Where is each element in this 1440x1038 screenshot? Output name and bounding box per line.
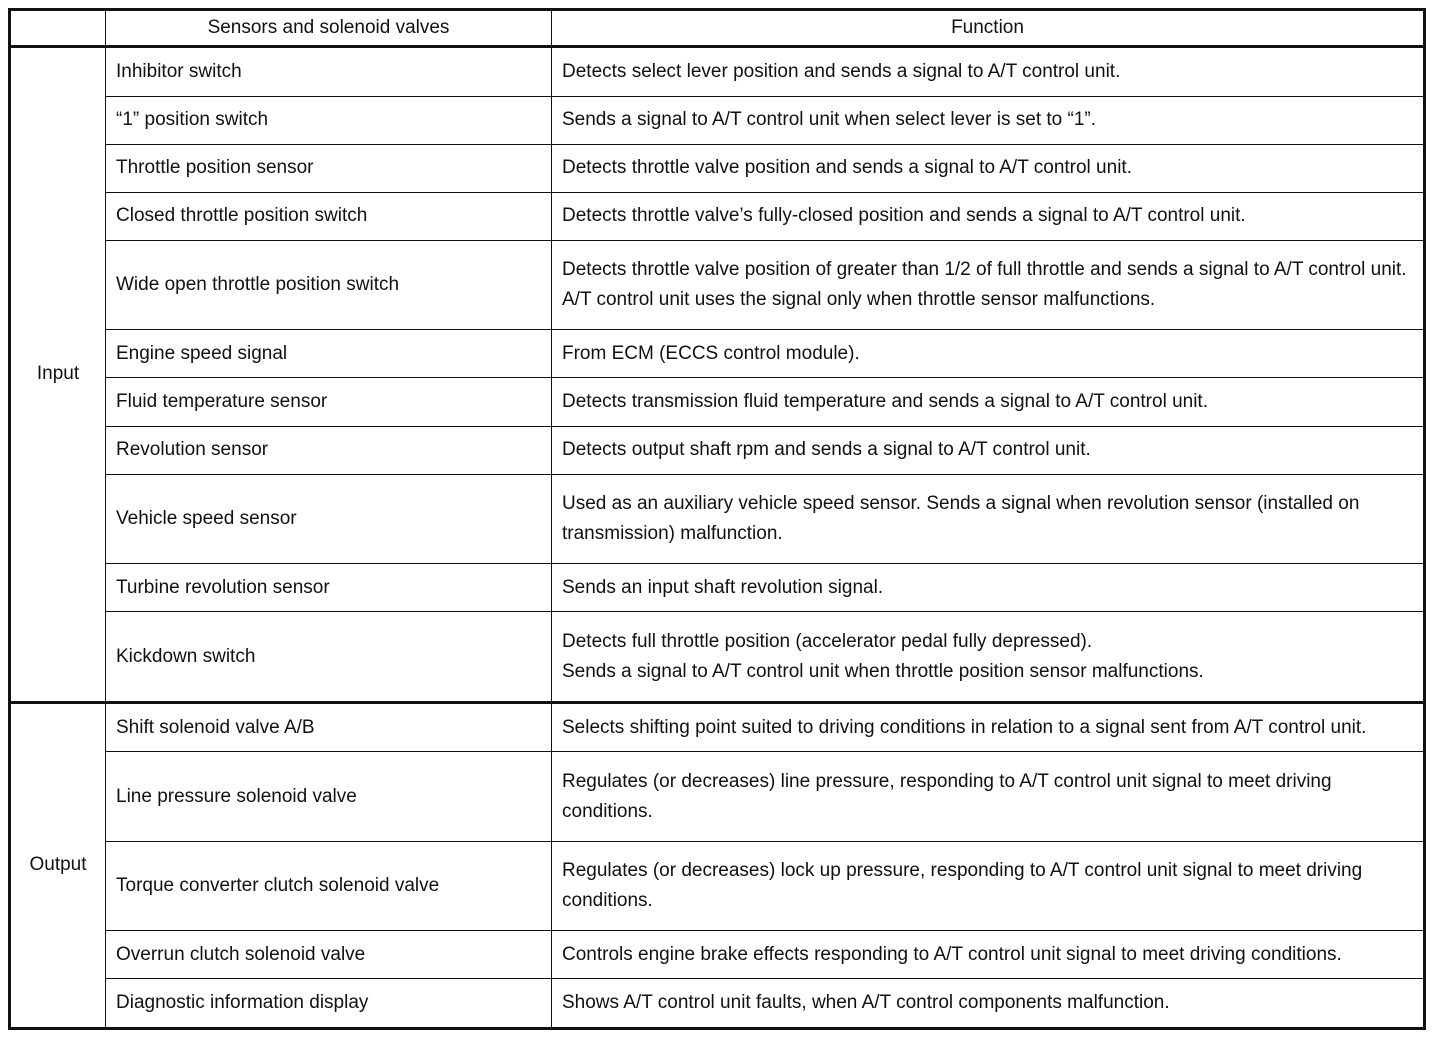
function-text: Detects select lever position and sends a signal to A/T control unit. [562, 60, 1121, 82]
table-row [10, 426, 1425, 474]
table-row [10, 378, 1425, 426]
table-row [10, 144, 1425, 192]
component-name: Closed throttle position switch [106, 192, 552, 240]
table-row [10, 612, 1425, 703]
component-function [552, 564, 1425, 612]
component-name: Wide open throttle position switch [106, 240, 552, 329]
table-row [10, 931, 1425, 979]
component-name: Revolution sensor [106, 426, 552, 474]
header-function: Function [552, 10, 1425, 47]
table-row [10, 702, 1425, 752]
component-name: Engine speed signal [106, 330, 552, 378]
table-row [10, 979, 1425, 1029]
table-row [10, 330, 1425, 378]
function-text: From ECM (ECCS control module). [562, 342, 860, 364]
component-name: Fluid temperature sensor [106, 378, 552, 426]
component-function [552, 426, 1425, 474]
spec-table [8, 8, 1426, 1030]
header-blank-cell [10, 10, 106, 47]
component-name: Overrun clutch solenoid valve [106, 931, 552, 979]
function-text: Sends an input shaft revolution signal. [562, 576, 884, 598]
function-text: Detects transmission fluid temperature and sends a signal to A/T control unit. [562, 390, 1208, 412]
table-row [10, 841, 1425, 930]
component-function [552, 474, 1425, 563]
component-function [552, 752, 1425, 841]
table-row [10, 564, 1425, 612]
table-row [10, 47, 1425, 97]
function-text: Controls engine brake effects responding to A/T control unit signal to meet driving conditions. [562, 943, 1342, 965]
component-function [552, 702, 1425, 752]
component-name: Throttle position sensor [106, 144, 552, 192]
component-name: Inhibitor switch [106, 47, 552, 97]
function-text: Detects throttle valve position of greater than 1/2 of full throttle and sends a signal to A/T control unit. A/T control unit uses the signal only when throttle sensor malfunctions. [562, 259, 1407, 311]
component-function [552, 612, 1425, 703]
component-function [552, 979, 1425, 1029]
component-function [552, 378, 1425, 426]
component-function [552, 931, 1425, 979]
function-text: Shows A/T control unit faults, when A/T control components malfunction. [562, 992, 1170, 1014]
function-text: Regulates (or decreases) line pressure, responding to A/T control unit signal to meet driving conditions. [562, 770, 1332, 822]
component-name: “1” position switch [106, 96, 552, 144]
function-text: Detects full throttle position (accelerator pedal fully depressed). [562, 630, 1093, 652]
table-row [10, 752, 1425, 841]
header-row [10, 10, 1425, 47]
function-text: Regulates (or decreases) lock up pressure, responding to A/T control unit signal to meet driving conditions. [562, 860, 1363, 911]
group-label-input: Input [10, 47, 106, 703]
function-text: Detects throttle valve position and sends a signal to A/T control unit. [562, 157, 1132, 179]
function-text: Sends a signal to A/T control unit when select lever is set to “1”. [562, 109, 1097, 131]
table-row [10, 192, 1425, 240]
component-function [552, 144, 1425, 192]
function-text: Used as an auxiliary vehicle speed sensor. Sends a signal when revolution sensor (installed on transmission) malfunction. [562, 492, 1360, 544]
function-text: Detects throttle valve’s fully-closed position and sends a signal to A/T control unit. [562, 205, 1246, 227]
function-text: Sends a signal to A/T control unit when throttle position sensor malfunctions. [562, 660, 1204, 682]
component-function [552, 47, 1425, 97]
function-text: Detects output shaft rpm and sends a signal to A/T control unit. [562, 439, 1091, 461]
component-name: Torque converter clutch solenoid valve [106, 841, 552, 930]
table-body [10, 47, 1425, 1029]
header-sensors: Sensors and solenoid valves [106, 10, 552, 47]
component-name: Shift solenoid valve A/B [106, 702, 552, 752]
component-function [552, 240, 1425, 329]
function-text: Selects shifting point suited to driving conditions in relation to a signal sent from A/T control unit. [562, 716, 1367, 738]
component-name: Turbine revolution sensor [106, 564, 552, 612]
component-name: Line pressure solenoid valve [106, 752, 552, 841]
component-function [552, 330, 1425, 378]
component-function [552, 841, 1425, 930]
table-row [10, 474, 1425, 563]
component-name: Kickdown switch [106, 612, 552, 703]
table-row [10, 240, 1425, 329]
component-name: Vehicle speed sensor [106, 474, 552, 563]
component-function [552, 192, 1425, 240]
group-label-output: Output [10, 702, 106, 1028]
component-function [552, 96, 1425, 144]
component-name: Diagnostic information display [106, 979, 552, 1029]
table-row [10, 96, 1425, 144]
